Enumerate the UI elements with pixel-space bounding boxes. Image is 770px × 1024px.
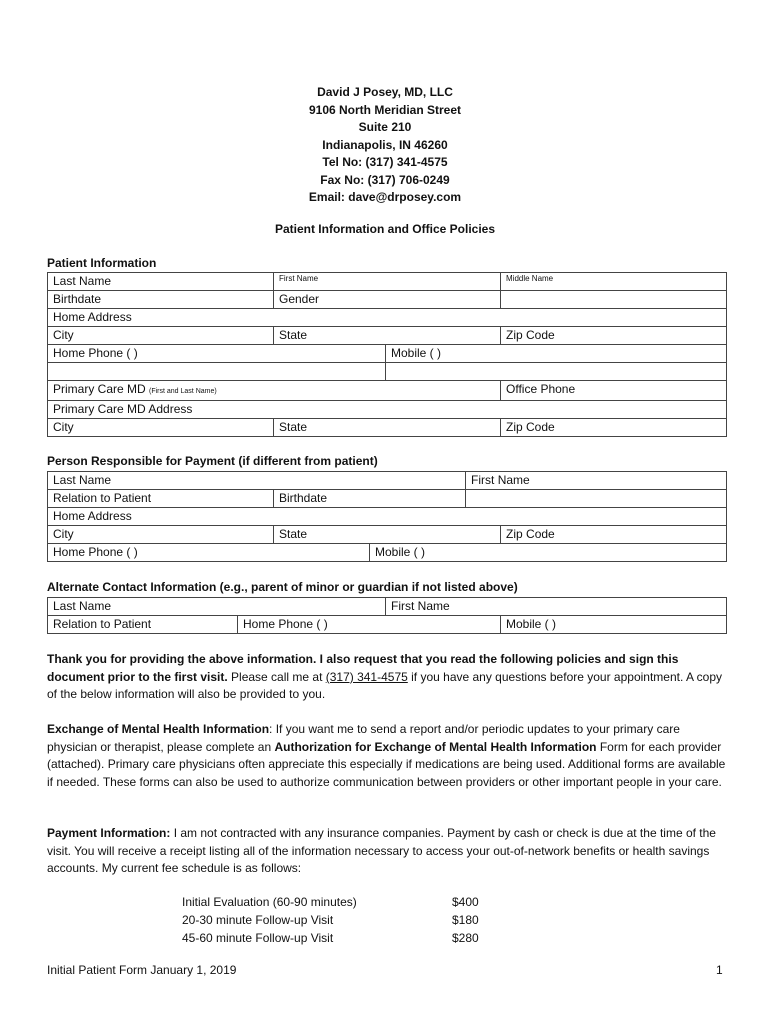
payer-mobile-field[interactable]: Mobile ( ) [370,544,727,562]
practice-city: Indianapolis, IN 46260 [322,137,448,152]
pcp-city-field[interactable]: City [48,419,274,437]
alternate-last-name-field[interactable]: Last Name [48,598,386,616]
patient-section-title: Patient Information [47,256,157,270]
payer-state-field[interactable]: State [274,526,501,544]
payer-birthdate-value[interactable] [466,490,727,508]
exchange-heading: Exchange of Mental Health Information [47,722,270,736]
patient-blank-cell[interactable] [501,291,727,309]
fee-price: $280 [452,931,479,945]
patient-last-name-field[interactable]: Last Name [48,273,274,291]
patient-zip-field[interactable]: Zip Code [501,327,727,345]
payer-home-phone-field[interactable]: Home Phone ( ) [48,544,370,562]
payer-zip-field[interactable]: Zip Code [501,526,727,544]
payment-heading: Payment Information: [47,826,171,840]
fee-price: $400 [452,895,479,909]
patient-birthdate-field[interactable]: Birthdate [48,291,274,309]
page-number: 1 [716,963,723,977]
alternate-home-phone-field[interactable]: Home Phone ( ) [238,616,501,634]
fee-price: $180 [452,913,479,927]
authorization-form-name: Authorization for Exchange of Mental Health Information [274,739,597,754]
patient-first-name-field[interactable]: First Name [274,273,501,291]
payer-first-name-field[interactable]: First Name [466,472,727,490]
fee-row [182,893,512,911]
payer-city-field[interactable]: City [48,526,274,544]
fee-name: Initial Evaluation (60-90 minutes) [182,895,357,909]
pcp-zip-field[interactable]: Zip Code [501,419,727,437]
office-phone-field[interactable]: Office Phone [501,381,727,401]
primary-care-md-field[interactable] [48,381,501,401]
payer-home-address-field[interactable]: Home Address [48,508,727,526]
patient-extra-mobile-field[interactable] [386,363,727,381]
alternate-relation-field[interactable]: Relation to Patient [48,616,238,634]
payer-relation-field[interactable]: Relation to Patient [48,490,274,508]
fee-name: 45-60 minute Follow-up Visit [182,931,334,945]
exchange-text1: : If you want me to send a report and/or periodic updates to your primary care physician or therapist, please complete an [47,722,680,754]
primary-care-md-label: Primary Care MD [53,382,146,396]
fee-row [182,929,512,947]
payment-text: I am not contracted with any insurance companies. Payment by cash or check is due at the time of the visit. You will receive a receipt listing all of the information necessary to access your out-of-network benefits or health savings accounts. My current fee schedule is as follows: [47,826,716,875]
exchange-paragraph [47,721,727,791]
patient-home-phone-field[interactable]: Home Phone ( ) [48,345,386,363]
practice-email: Email: dave@drposey.com [308,190,462,204]
practice-tel: Tel No: (317) 341-4575 [322,155,448,169]
payer-section-title: Person Responsible for Payment (if different from patient) [47,454,378,468]
payer-birthdate-field[interactable]: Birthdate [274,490,466,508]
alternate-mobile-field[interactable]: Mobile ( ) [501,616,727,634]
fee-row [182,911,512,929]
patient-mobile-field[interactable]: Mobile ( ) [386,345,727,363]
alternate-section-title: Alternate Contact Information (e.g., parent of minor or guardian if not listed above) [47,580,518,594]
practice-name: David J Posey, MD, LLC [317,85,453,99]
patient-city-field[interactable]: City [48,327,274,345]
primary-care-md-note: (First and Last Name) [149,388,217,395]
thank-you-rest: if you have any questions before your appointment. A copy of the below information will also be provided to you. [47,669,722,701]
patient-info-table [47,272,727,437]
patient-home-address-field[interactable]: Home Address [48,309,727,327]
thank-you-paragraph [47,651,727,704]
patient-gender-field[interactable]: Gender [274,291,501,309]
payer-info-table [47,471,727,562]
practice-fax: Fax No: (317) 706-0249 [320,172,450,187]
exchange-text2: Form for each provider (attached). Primary care physicians often appreciate this especially if medications are being used. Additional forms are available if needed. These forms can also be used to authorize communication between providers or other important people in your care. [47,739,726,789]
alternate-first-name-field[interactable]: First Name [386,598,727,616]
practice-suite: Suite 210 [358,120,412,134]
practice-header [0,84,770,207]
fee-schedule [182,893,512,947]
practice-street: 9106 North Meridian Street [308,102,462,117]
footer-form-date: Initial Patient Form January 1, 2019 [47,963,237,977]
payment-paragraph [47,825,727,878]
document-title: Patient Information and Office Policies [274,222,496,236]
office-phone-link[interactable]: (317) 341-4575 [325,669,408,684]
fee-name: 20-30 minute Follow-up Visit [182,913,334,927]
primary-care-address-field[interactable]: Primary Care MD Address [48,401,727,419]
thank-you-call: Please call me at [227,669,326,684]
payer-last-name-field[interactable]: Last Name [48,472,466,490]
patient-extra-phone-field[interactable] [48,363,386,381]
patient-middle-name-field[interactable]: Middle Name [501,273,727,291]
alternate-contact-table [47,597,727,634]
pcp-state-field[interactable]: State [274,419,501,437]
patient-state-field[interactable]: State [274,327,501,345]
thank-you-bold: Thank you for providing the above information. I also request that you read the following policies and sign this document prior to the first visit. [47,652,679,684]
